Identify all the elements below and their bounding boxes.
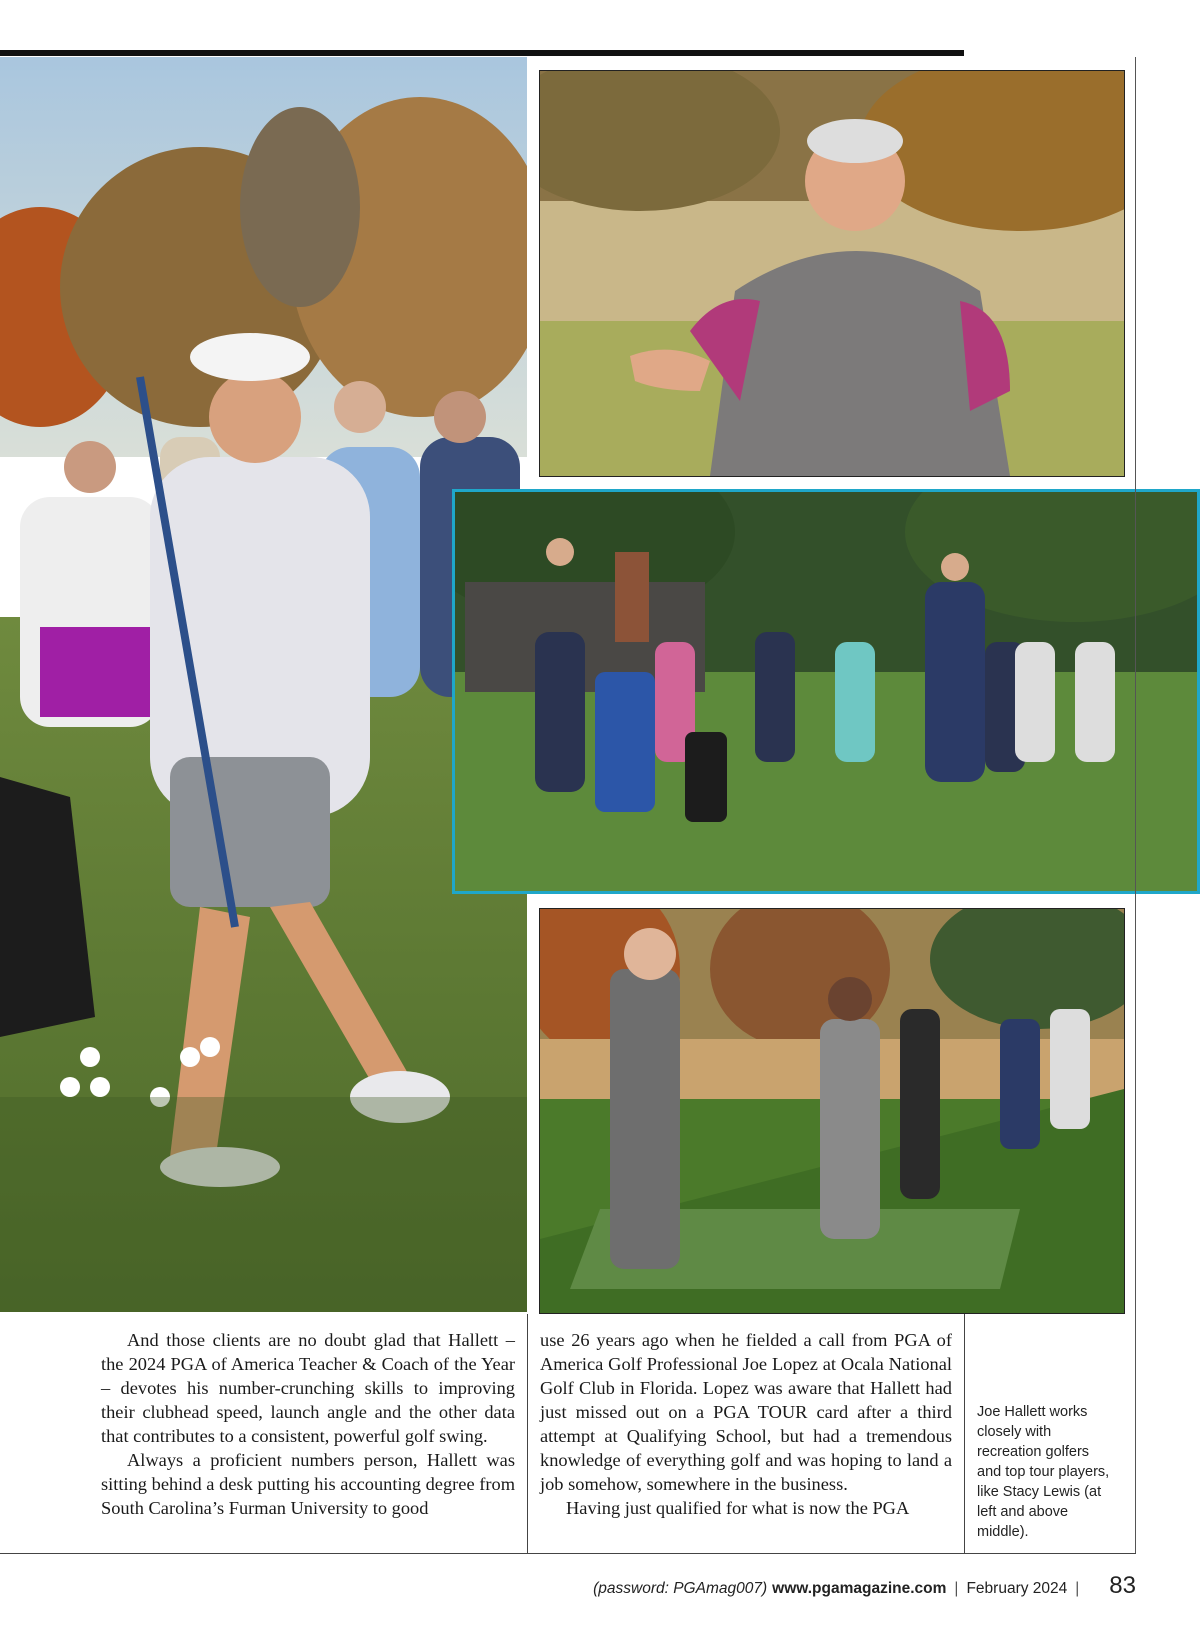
footer-separator: |	[954, 1580, 959, 1597]
article-column-1	[101, 1328, 515, 1520]
article-column-2	[540, 1328, 952, 1520]
photo-caption: Joe Hallett works closely with recreation golfers and top tour players, like Stacy Lewis (at left and above middle).	[977, 1404, 1110, 1540]
golfer-swing-photo	[0, 57, 527, 1312]
footer-issue-date: February 2024	[966, 1580, 1068, 1597]
bottom-rule	[0, 1553, 1136, 1554]
column-divider	[527, 1314, 528, 1554]
footer-separator: |	[1075, 1580, 1080, 1597]
caption-divider	[964, 1314, 965, 1554]
article-paragraph: Having just qualified for what is now the PGA	[566, 1498, 910, 1518]
instructor-portrait-photo	[539, 70, 1125, 477]
page-footer	[593, 1572, 1136, 1599]
frame-rule-right	[1135, 57, 1136, 1554]
footer-url-link[interactable]: www.pgamagazine.com	[772, 1580, 947, 1597]
article-paragraph: And those clients are no doubt glad that Hallett – the 2024 PGA of America Teacher & Coach of the Year – devotes his number-crunching skills to improving their clubhead speed, launch angle and the other data that contributes to a consistent, powerful golf swing.	[101, 1330, 515, 1446]
clinic-demonstration-photo	[452, 489, 1200, 894]
top-rule	[0, 50, 964, 56]
page-number: 83	[1109, 1572, 1136, 1599]
range-lesson-photo	[539, 908, 1125, 1314]
footer-password: (password: PGAmag007)	[593, 1580, 768, 1597]
article-paragraph: Always a proficient numbers person, Hallett was sitting behind a desk putting his accounting degree from South Carolina’s Furman University to good	[101, 1450, 515, 1518]
article-paragraph: use 26 years ago when he fielded a call from PGA of America Golf Professional Joe Lopez at Ocala National Golf Club in Florida. Lopez was aware that Hallett had just missed out on a PGA TOUR card after a third attempt at Qualifying School, but had a tremendous knowledge of everything golf and was hoping to land a job somehow, somewhere in the business.	[540, 1330, 952, 1494]
